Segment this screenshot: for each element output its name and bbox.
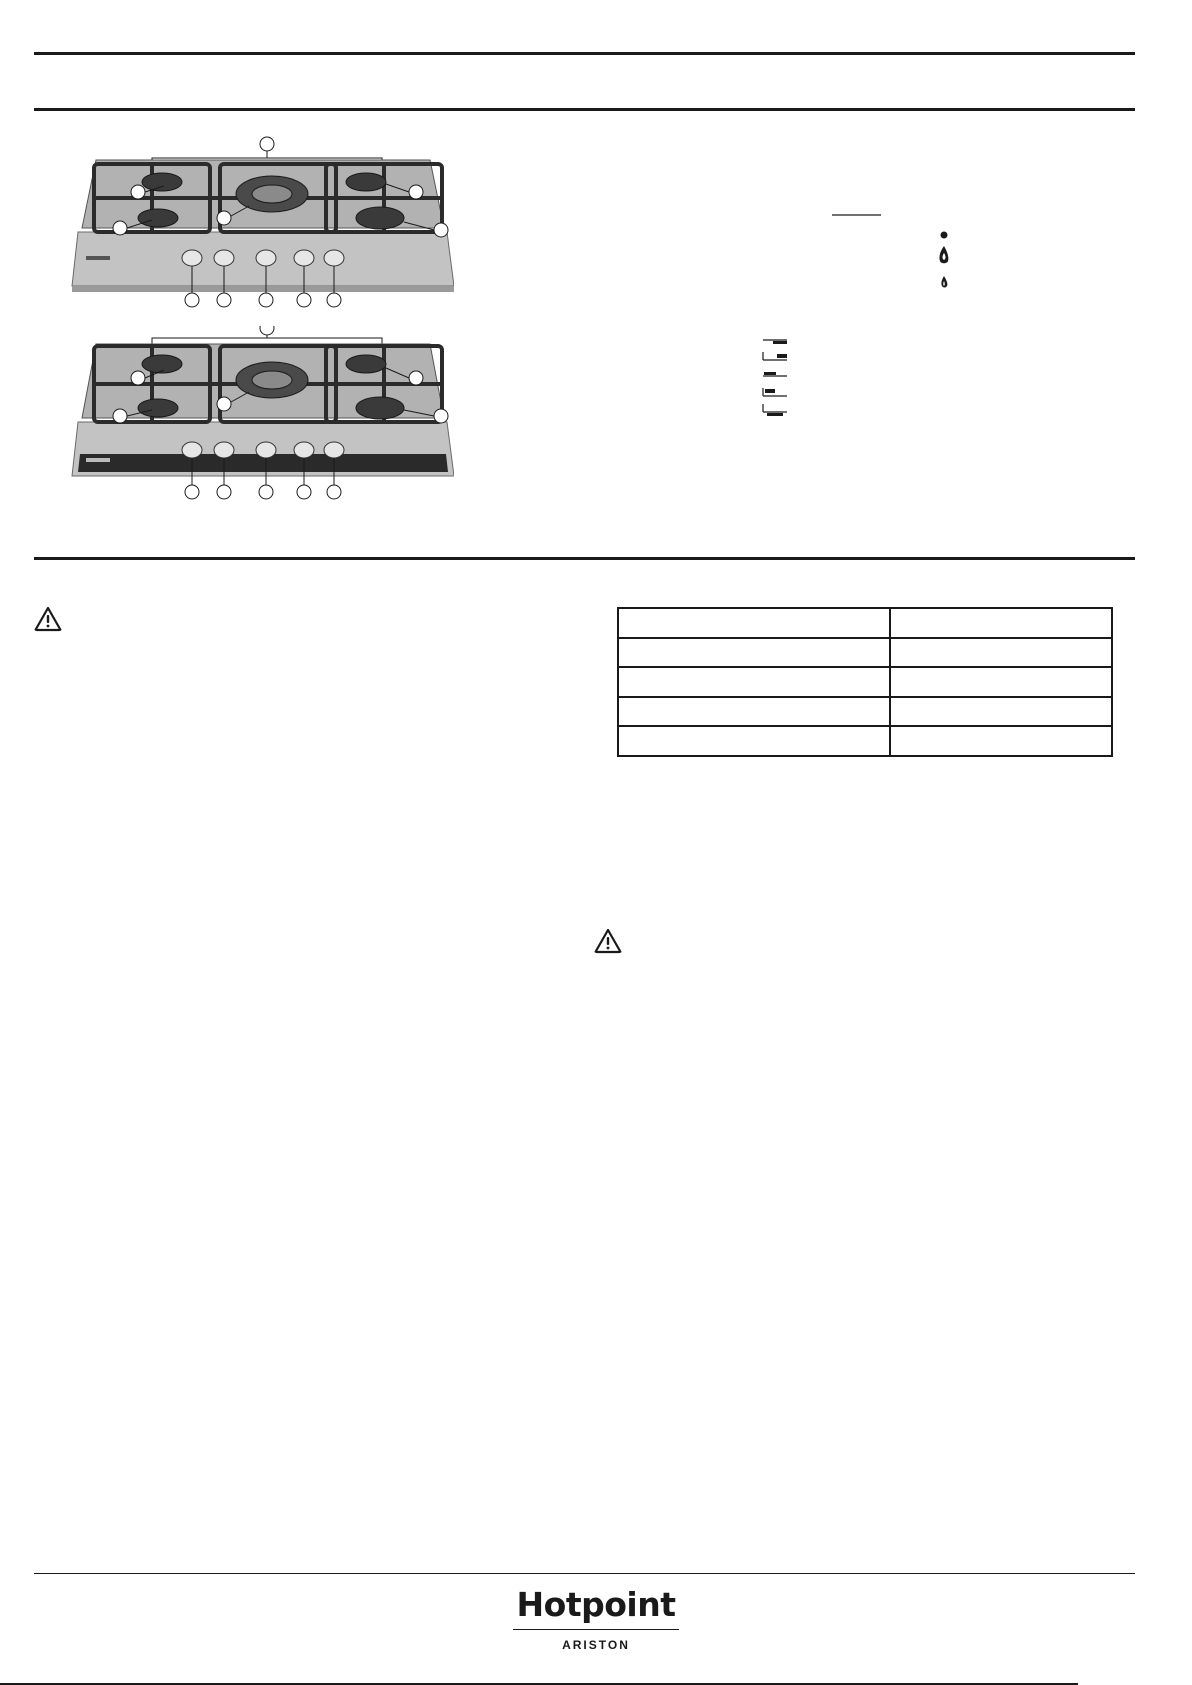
table-row bbox=[618, 667, 1112, 697]
table-cell bbox=[890, 697, 1112, 727]
table-cell bbox=[618, 638, 890, 668]
table-cell bbox=[890, 608, 1112, 638]
warning-triangle-icon bbox=[34, 606, 62, 632]
table-cell bbox=[890, 726, 1112, 756]
table-row bbox=[618, 608, 1112, 638]
spec-table bbox=[617, 607, 1113, 757]
callout-right-top bbox=[409, 185, 423, 199]
callout-left-top bbox=[131, 371, 145, 385]
table-row bbox=[618, 726, 1112, 756]
footer-rule bbox=[34, 1573, 1135, 1574]
flame-small-icon bbox=[941, 276, 947, 288]
callout-top bbox=[260, 137, 274, 151]
callout-center bbox=[217, 211, 231, 225]
table-cell bbox=[890, 638, 1112, 668]
hob-glass-illustration bbox=[34, 326, 454, 526]
hob-figure-glass bbox=[34, 326, 454, 526]
table-row bbox=[618, 697, 1112, 727]
power-level-symbols bbox=[763, 340, 787, 416]
flame-large-icon bbox=[939, 246, 948, 263]
top-rule bbox=[34, 52, 1135, 55]
logo-wordmark: Hotpoint bbox=[513, 1587, 680, 1630]
hob-figure-stainless bbox=[34, 136, 454, 336]
table-cell bbox=[618, 667, 890, 697]
knob-callout-4 bbox=[297, 293, 311, 307]
knob-callout-2 bbox=[217, 293, 231, 307]
section-rule-1 bbox=[34, 108, 1135, 111]
callout-right-bottom bbox=[434, 409, 448, 423]
knob-callout-1 bbox=[185, 293, 199, 307]
knob-callout-3 bbox=[259, 485, 273, 499]
callout-right-bottom bbox=[434, 223, 448, 237]
section-rule-2 bbox=[34, 557, 1135, 560]
table-cell bbox=[890, 667, 1112, 697]
callout-top bbox=[260, 326, 274, 335]
table-cell bbox=[618, 697, 890, 727]
knob-callout-1 bbox=[185, 485, 199, 499]
knob-callout-5 bbox=[327, 293, 341, 307]
knob-callout-2 bbox=[217, 485, 231, 499]
brand-logo bbox=[0, 1587, 1192, 1652]
callout-left-bottom bbox=[113, 409, 127, 423]
table-cell bbox=[618, 608, 890, 638]
knob-callout-3 bbox=[259, 293, 273, 307]
callout-left-top bbox=[131, 185, 145, 199]
warning-right bbox=[594, 928, 622, 954]
knob-callout-4 bbox=[297, 485, 311, 499]
table-cell bbox=[618, 726, 890, 756]
legend-illustration bbox=[755, 200, 1015, 440]
warning-left bbox=[34, 606, 62, 632]
logo-subtext: ARISTON bbox=[562, 1638, 630, 1652]
callout-right-top bbox=[409, 371, 423, 385]
hob-stainless-illustration bbox=[34, 136, 454, 336]
callout-center bbox=[217, 397, 231, 411]
knob-symbol-legend bbox=[755, 200, 1015, 440]
dot-off-icon bbox=[941, 232, 948, 239]
warning-triangle-icon bbox=[594, 928, 622, 954]
table-row bbox=[618, 638, 1112, 668]
knob-callout-5 bbox=[327, 485, 341, 499]
callout-left-bottom bbox=[113, 221, 127, 235]
